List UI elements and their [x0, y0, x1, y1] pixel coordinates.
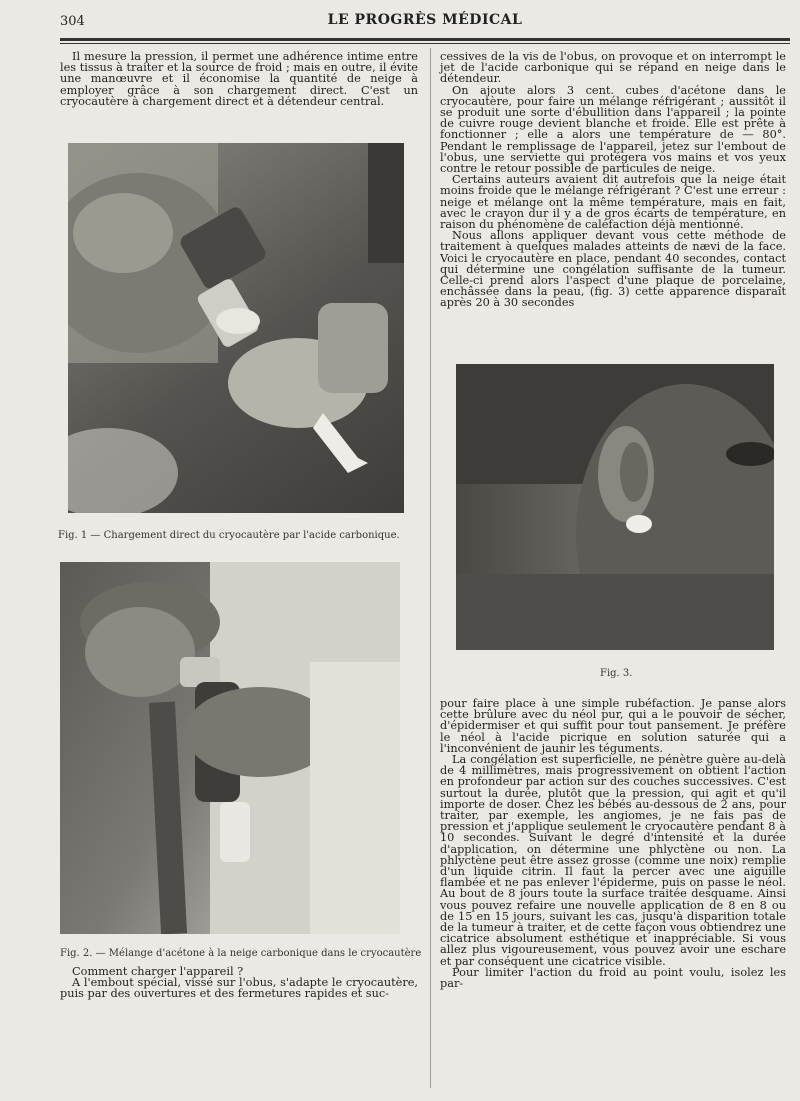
right-top-text	[440, 51, 786, 309]
column-separator	[430, 48, 431, 1088]
figure-3-photo	[456, 364, 774, 650]
figure-2-caption: Fig. 2. — Mélange d'acétone à la neige carbonique dans le cryocautère	[60, 948, 422, 959]
header-rule-thin	[60, 43, 790, 44]
paragraph: A l'embout spécial, vissé sur l'obus, s'adapte le cryocautère, puis par des ouvertures et des fermetures rapides et suc-	[60, 976, 418, 1001]
journal-title: LE PROGRÈS MÉDICAL	[327, 12, 523, 28]
paragraph: Comment charger l'appareil ?	[72, 965, 244, 978]
left-bottom-text	[60, 966, 418, 1000]
paragraph: Pour limiter l'action du froid au point voulu, isolez les par-	[440, 965, 786, 991]
paragraph: pour faire place à une simple rubéfaction. Je panse alors cette brûlure avec du néol pur, qui a le pouvoir de sécher, d'épidermiser et qui suffit pour tout pansement. Je préfère le néol à l'acide picrique en solution saturée qui a l'inconvénient de jaunir les téguments.	[440, 697, 786, 755]
paragraph: Nous allons appliquer devant vous cette méthode de traitement à quelques malades atteints de nævi de la face. Voici le cryocautère en place, pendant 40 secondes, contact qui détermine une congélation suffisante de la tumeur. Celle-ci prend alors l'aspect d'une plaque de porcelaine, enchâssée dans la peau, (fig. 3) cette apparence disparaît après 20 à 30 secondes	[440, 229, 786, 310]
right-bottom-text	[440, 698, 786, 989]
page-number: 304	[60, 14, 85, 29]
paragraph: Il mesure la pression, il permet une adhérence intime entre les tissus à traiter et la source de froid ; mais en outre, il évite une manœuvre et il économise la quantité de neige à employer grâce à son chargement direct. C'est un cryocautère à chargement direct et à détendeur central.	[60, 50, 418, 108]
figure-2-photo	[60, 562, 400, 934]
paragraph: Certains auteurs avaient dit autrefois que la neige était moins froide que le mélange réfrigérant ? C'est une erreur : neige et mélange ont la même température, mais en fait, avec le crayon dur il y a de gros écarts de température, en raison du phénomène de caléfaction déjà mentionné.	[440, 173, 786, 232]
page-header	[60, 12, 790, 36]
left-top-text	[60, 51, 418, 107]
figure-1-photo	[68, 143, 404, 513]
header-rule-thick	[60, 38, 790, 41]
paragraph: cessives de la vis de l'obus, on provoque et on interrompt le jet de l'acide carbonique qui se répand en neige dans le détendeur.	[440, 50, 786, 86]
figure-1-caption: Fig. 1 — Chargement direct du cryocautère par l'acide carbonique.	[58, 530, 400, 541]
figure-3-caption: Fig. 3.	[600, 668, 633, 679]
paragraph: La congélation est superficielle, ne pénètre guère au-delà de 4 millimètres, mais progressivement on obtient l'action en profondeur par action sur des couches successives. C'est surtout la durée, plutôt que la pression, qui agit et qu'il importe de doser. Chez les bébés au-dessous de 2 ans, pour traiter, par exemple, les angiomes, je ne fais pas de pression et j'applique seulement le cryocautère pendant 8 à 10 secondes. Suivant le degré d'intensité et la durée d'application, on détermine une phlyctène ou non. La phlyctène peut être assez grosse (comme une noix) remplie d'un liquide citrin. Il faut la percer avec une aiguille flambée et ne pas enlever l'épiderme, puis on passe le néol. Au bout de 8 jours toute la surface traitée desquame. Ainsi vous pouvez refaire une nouvelle application de 8 en 8 ou de 15 en 15 jours, suivant les cas, jusqu'à disparition totale de la tumeur à traiter, et de cette façon vous obtiendrez une cicatrice absolument esthétique et inappréciable. Si vous allez plus vigoureusement, vous pouvez avoir une eschare et par conséquent une cicatrice visible.	[440, 753, 786, 968]
paragraph: On ajoute alors 3 cent. cubes d'acétone dans le cryocautère, pour faire un mélange réfrigérant ; aussitôt il se produit une sorte d'ébullition dans l'appareil ; la pointe de cuivre rouge devient blanche et froide. Elle est prête à fonctionner ; elle a alors une température de — 80°. Pendant le remplissage de l'appareil, jetez sur l'embout de l'obus, une serviette qui protégera vos mains et vos yeux contre le retour possible de particules de neige.	[440, 83, 786, 176]
